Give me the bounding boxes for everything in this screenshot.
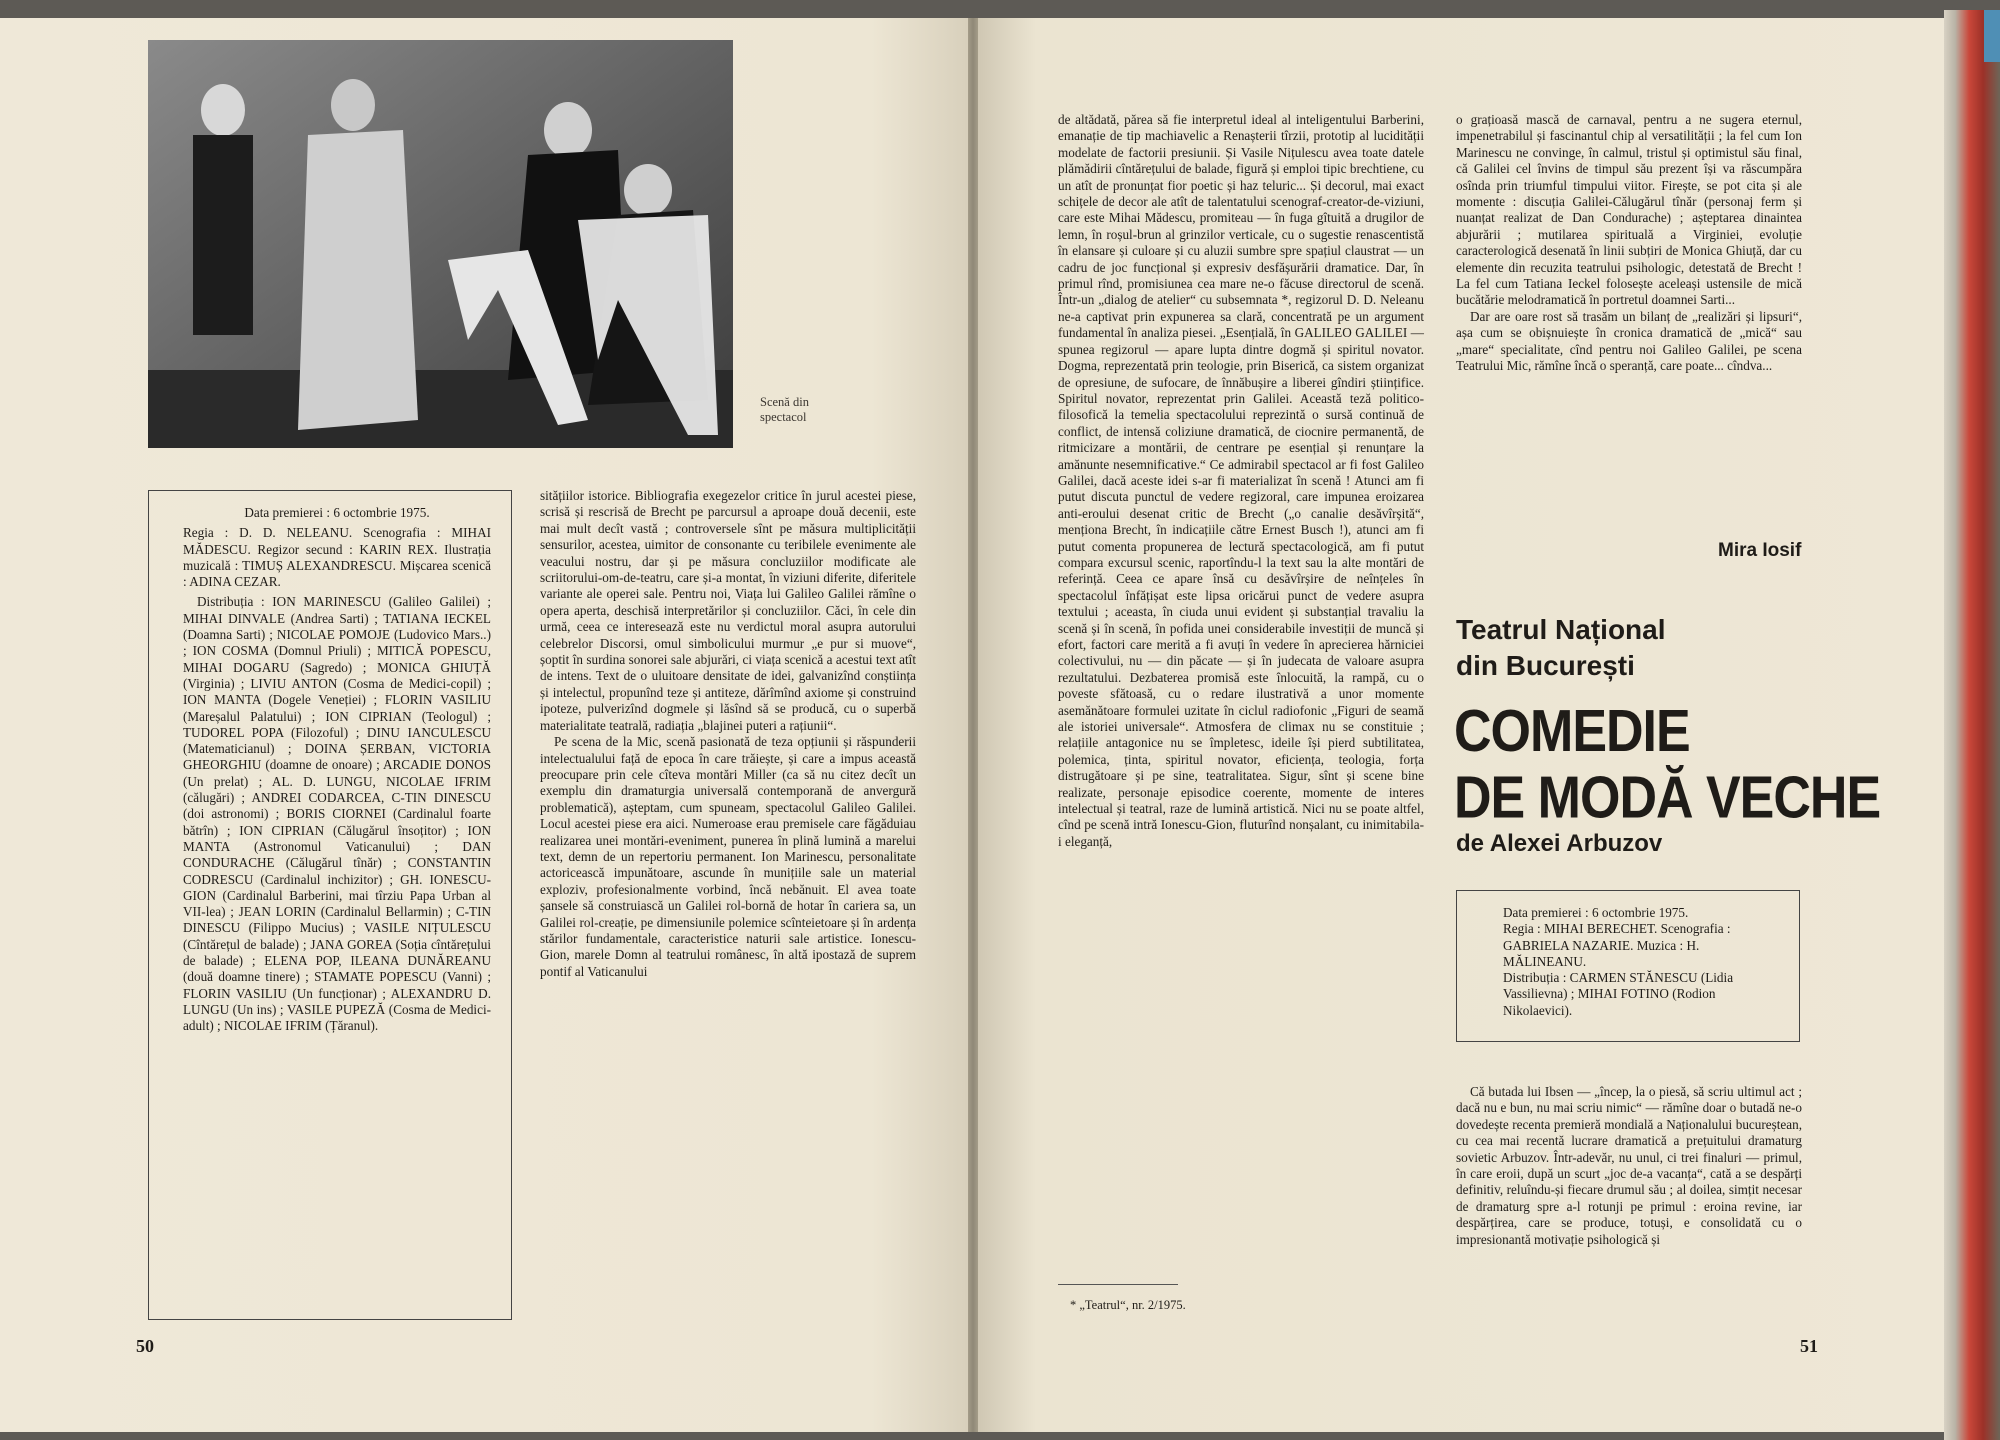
article-paragraph: de altădată, părea să fie interpretul ideal al inteligentului Barberini, emanație de tip machiavelic a Renașterii tîrzii, prototip al lucidității modelate de factorii presiunii. Și Vasile Nițulescu avea toate datele plămădirii cîntărețului de balade, figură și emploi tipic brechtiene, cu un atît de pronunțat fior poetic și haz teluric... Și decorul, mai exact schițele de decor ale atît de talentatului scenograf-creator-de-viziuni, care este Mihai Mădescu, promiteau — în fuga gîtuită a drugilor de lemn, în roșul-brun al grinzilor verticale, cu o sugestie renascentistă în elansare și culoare și cu aluzii sumbre spre spațiul claustrat — un cadru de joc funcțional și expresiv desfășurării dramatice. Dar, în primul rînd, promisiunea cea mare ne-o făcuse directorul de scenă. Într-un „dialog de atelier“ cu subsemnata *, regizorul D. D. Neleanu ne-a captivat prin expunerea sa clară, concentrată pe un argument fundamental în analiza piesei. „Esențială, în GALILEO GALILEI — spunea regizorul — apare lupta dintre dogmă și spiritul novator. Dogma, reprezentată prin teologie, prin Biserică, ca sistem organizat de opresiune, de sufocare, de înnăbușire a liberei gîndiri științifice. Spiritul novator, reprezentat prin Galilei. Această teză politico-filosofică la temelia spectacolului reprezintă o sursă continuă de conflict, de intensă coliziune dramatică, de ciocnire permanentă, de ritmicizare a montării, de centrare pe esențial și renunțare la amănunte nesemnificative.“ Ce admirabil spectacol ar fi fost Galileo Galilei, dacă aceste idei s-ar fi materializat în scenă ! Atunci am fi putut discuta punctul de vedere regizoral, care impunea eroizarea anti-eroului desenat critic de Brecht („o canalie desăvîrșită“, menționa Brecht, în indicațiile către Ernest Busch !), atunci am fi putut comenta propunerea de lectură spectacologică, am fi putut compara excursul scenic, raportîndu-l la text sau la alte montări de referință. Ceea ce apare însă cu desăvîrșire de neînțeles în spectacolul înfățișat este lipsa oricărui punct de vedere asupra textului ; aceasta, în ciuda unui evident și substanțial travaliu la scenă și în scenă, în pofida unei considerabile investiții de muncă și efort, factori care merită a fi avuți în vedere în aprecierea hărniciei colectivului, nu — din păcate — și în judecata de valoare asupra rezultatului. Dezbaterea promisă este înlocuită, la rampă, cu o poveste sfătoasă, cu o redare ilustrativă a unor momente asemănătoare formulei uzitate în ciclul radiofonic „Figuri de seamă ale istoriei universale“. Atmosfera de climax nu se constituie ; relațiile antagonice nu se împletesc, ideile își pierd subtilitatea, polemica, ținta, spiritul novator, eficiența, teologia, forța distrugătoare și pe sine, teatralitatea. Sigur, sînt și scene bine realizate, personaje episodice coerente, momente de interes intelectual și teatral, raze de lumină artistică. Nici nu se poate altfel, cînd pe scenă intră Ionescu-Gion, fluturînd nonșalant, cu inimitabila-i eleganță, <box>1058 112 1424 849</box>
galileo-credits-box <box>148 490 512 1320</box>
article-paragraph: Dar are oare rost să trasăm un bilanț de „realizări și lipsuri“, așa cum se obișnuiește în cronica dramatică de „mică“ sau „mare“ specialitate, cînd pentru noi Galileo Galilei, pe scena Teatrului Mic, rămîne încă o speranță, care poate... cîndva... <box>1456 308 1802 374</box>
article-column-middle <box>1058 112 1424 850</box>
section-heading <box>1456 612 1666 684</box>
theatre-city-line: din București <box>1456 650 1635 681</box>
page-number: 50 <box>136 1336 154 1356</box>
article-paragraph: sitățiilor istorice. Bibliografia exegezelor critice în jurul acestei piese, scrisă și rescrisă de Brecht pe parcursul a aproape două decenii, este mai mult decît vastă ; controversele sînt pe măsura multiplicității sensurilor, acestea, uimitor de consonante cu teribilele evenimente ale veacului nostru, dar și pe măsura concluziilor modificate ale scriitorului-om-de-teatru, care și-a montat, în viziuni diferite, diferitele variante ale operei sale. Pentru noi, Viața lui Galileo Galilei rămîne o opera aperta, deschisă interpretărilor și concluziilor. Căci, în cele din urmă, ceea ce interesează este nu verdictul moral asupra autorului celebrelor Discorsi, omul simbolicului murmur „e pur si muove“, șoptit în surdina sonorei sale abjurări, ci viața scenică a acestui text atît de intens. Text de o uluitoare densitate de idei, galvanizînd conștiința și intelectul, propunînd teze și antiteze, dărîmînd axiome și construind ipoteze, pulverizînd dogmele și lăsînd să se producă, cu o superbă materialitate teatrală, radiația „blajinei puteri a rațiunii“. <box>540 488 916 733</box>
photo-caption: Scenă din spectacol <box>760 395 809 424</box>
comedie-credits-box <box>1456 890 1800 1042</box>
review-column <box>1456 1084 1802 1248</box>
footnote-rule <box>1058 1284 1178 1285</box>
article-column-right <box>1456 112 1802 375</box>
play-title-line: COMEDIE <box>1454 698 1690 765</box>
cast-list: Distribuția : CARMEN STĂNESCU (Lidia Vassilievna) ; MIHAI FOTINO (Rodion Nikolaevici). <box>1503 970 1734 1018</box>
production-staff: Regia : D. D. NELEANU. Scenografia : MIHAI MĂDESCU. Regizor secund : KARIN REX. Ilustrația muzicală : TIMUȘ ALEXANDRESCU. Mișcarea scenică : ADINA CEZAR. <box>183 525 491 590</box>
article-paragraph: o grațioasă mască de carnaval, pentru a ne sugera eternul, impenetrabilul și fascinantul chip al versatilității ; la fel cum Ion Marinescu ne convinge, în calmul, tristul și optimistul său final, că Galilei cel învins de timpul său prezent își va răscumpăra osînda prin triumful timpului viitor. Firește, se pot cita și ale momente : discuția Galilei-Călugărul tînăr (personaj ferm și nuanțat realizat de Dan Condurache) ; așteptarea dinaintea abjurării ; mutilarea spirituală a Virginiei, evoluție caracterologică desenată în linii subțiri de Monica Ghiuță, dar cu elemente din recuzita teatrului psihologic, detestată de Brecht ! La fel cum Tatiana Ieckel folosește aceleași ustensile de mică bucătărie melodramatică în portretul doamnei Sarti... <box>1456 112 1802 308</box>
production-staff: Regia : MIHAI BERECHET. Scenografia : GABRIELA NAZARIE. Muzica : H. MĂLINEANU. <box>1503 921 1731 969</box>
book-cover-edge <box>1944 10 2000 1440</box>
theatre-name-line: Teatrul Național <box>1456 614 1666 645</box>
premiere-date: Data premierei : 6 octombrie 1975. <box>244 505 430 520</box>
footnote: * „Teatrul“, nr. 2/1975. <box>1070 1298 1186 1312</box>
stage-photo <box>148 40 733 448</box>
premiere-date: Data premierei : 6 octombrie 1975. <box>1503 905 1689 920</box>
play-title-line: DE MODĂ VECHE <box>1454 764 1881 832</box>
play-title <box>1454 698 1880 831</box>
author-signature: Mira Iosif <box>1718 540 1802 561</box>
page-number: 51 <box>1800 1336 1818 1356</box>
cast-list: Distribuția : ION MARINESCU (Galileo Galilei) ; MIHAI DINVALE (Andrea Sarti) ; TATIANA IECKEL (Doamna Sarti) ; NICOLAE POMOJE (Ludovico Mars..) ; ION COSMA (Domnul Priuli) ; MITICĂ POPESCU, MIHAI DOGARU (Sagredo) ; MONICA GHIUȚĂ (Virginia) ; LIVIU ANTON (Cosma de Medici-copil) ; ION MANTA (Dogele Veneției) ; FLORIN VASILIU (Mareșalul Palatului) ; ION CIPRIAN (Teologul) ; TUDOREL POPA (Filozoful) ; DINU IANCULESCU (Matematicianul) ; DOINA ȘERBAN, VICTORIA GHEORGHIU (doamne de onoare) ; ARCADIE DONOS (Un prelat) ; AL. D. LUNGU, NICOLAE IFRIM (călugări) ; ANDREI CODARCEA, C-TIN DINESCU (doi astronomi) ; BORIS CIORNEI (Cardinalul foarte bătrîn) ; ION CIPRIAN (Călugărul însoțitor) ; ION MANTA (Astronomul Vaticanului) ; DAN CONDURACHE (Călugărul tînăr) ; CONSTANTIN CODRESCU (Cardinalul inchizitor) ; GH. IONESCU-GION (Cardinalul Barberini, mai tîrziu Papa Urban al VII-lea) ; JEAN LORIN (Cardinalul Bellarmin) ; C-TIN DINESCU (Filippo Mucius) ; VASILE NIȚULESCU (Cîntărețul de balade) ; JANA GOREA (Soția cîntărețului de balade) ; ELENA POP, ILEANA DUNĂREANU (două doamne tinere) ; STAMATE POPESCU (Vanni) ; FLORIN VASILIU (Un funcționar) ; ALEXANDRU D. LUNGU (Un ins) ; VASILE PUPEZĂ (Cosma de Medici-adult) ; NICOLAE IFRIM (Țăranul). <box>183 594 491 1034</box>
review-paragraph: Că butada lui Ibsen — „încep, la o piesă, să scriu ultimul act ; dacă nu e bun, nu mai scriu nimic“ — rămîne doar o butadă ne-o dovedește recenta premieră mondială a Naționalului bucureștean, cu cea mai recentă lucrare dramatică a prețuitului dramaturg sovietic Arbuzov. Într-adevăr, nu unul, ci trei finaluri — primul, în care eroii, după un scurt „joc de-a vacanța“, cată a se despărți definitiv, reluîndu-și fiecare drumul său ; al doilea, simțit necesar de dramaturg spre a-l rotunji pe primul : eroina revine, iar despărțirea, care se produce, totuși, e consolidată cu o impresionantă motivație psihologică și <box>1456 1084 1802 1247</box>
play-author: de Alexei Arbuzov <box>1456 830 1663 857</box>
left-page <box>0 18 968 1432</box>
article-column-left <box>540 488 916 980</box>
article-paragraph: Pe scena de la Mic, scenă pasionată de teza opțiunii și răspunderii intelectualului față de epoca în care trăiește, și care a impus această preocupare prin cele cîteva montări Miller (ca să nu citez decît un exemplu din dramaturgia universală contemporană de anvergură problematică), așteptam, cum spuneam, spectacolul Galileo Galilei. Locul acestei piese era aici. Numeroase erau premisele care făgăduiau realizarea unei montări-eveniment, punerea în plină lumină a marelui text, demn de un repertoriu permanent. Ion Marinescu, personalitate actoricească impunătoare, ascunde în munițiile sale un material exploziv, profesionalmente vorbind, încă nebănuit. El avea toate șansele să construiască un Galilei rol-bornă de hotar în cariera sa, un Galilei rol-creație, pe dimensiunile polemice scînteietoare și în ardența stărilor fundamentale, caracteristice naturii sale artistice. Ionescu-Gion, marele Domn al teatrului românesc, în altă ipostază de suprem pontif al Vaticanului <box>540 734 916 979</box>
